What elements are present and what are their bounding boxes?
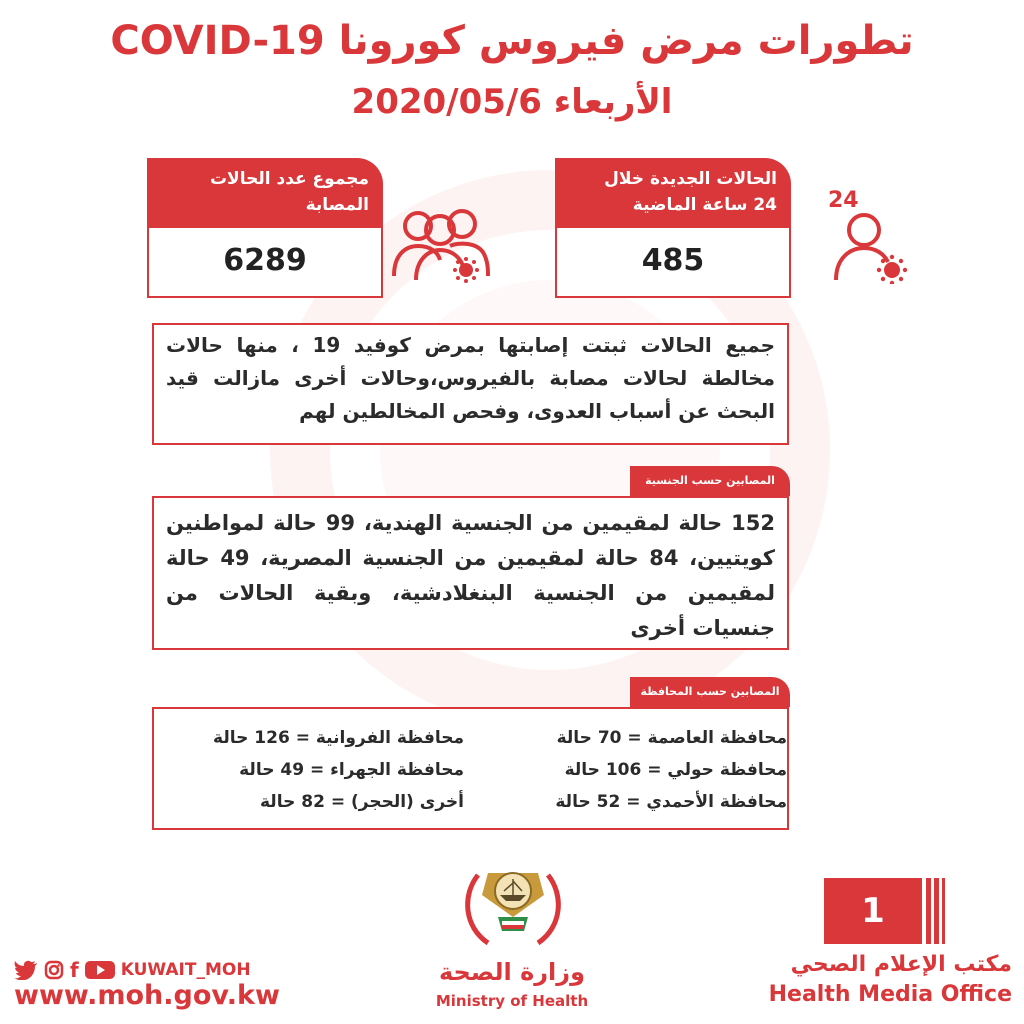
social-links xyxy=(14,958,251,982)
gov-row-3-right: محافظة الأحمدي = 52 حالة xyxy=(555,792,787,812)
gov-row-1-left: محافظة الفروانية = 126 حالة xyxy=(213,728,464,748)
total-cases-label: مجموع عدد الحالات المصابة xyxy=(147,158,383,228)
total-cases-card xyxy=(147,158,383,298)
page-number-stripe xyxy=(934,878,939,944)
person-virus-icon xyxy=(830,208,920,284)
office-name-ar: مكتب الإعلام الصحي xyxy=(790,952,1012,977)
total-cases-value: 6289 xyxy=(147,228,383,298)
instagram-icon[interactable] xyxy=(44,960,64,980)
governorate-tag: المصابين حسب المحافظة xyxy=(630,677,790,707)
youtube-icon[interactable] xyxy=(85,960,115,980)
nationality-tag: المصابين حسب الجنسية xyxy=(630,466,790,496)
website-link[interactable]: www.moh.gov.kw xyxy=(14,980,280,1011)
group-people-icon xyxy=(388,204,498,284)
page-date: الأربعاء 2020/05/6 xyxy=(351,82,673,122)
new-cases-card xyxy=(555,158,791,298)
new-cases-label: الحالات الجديدة خلال 24 ساعة الماضية xyxy=(555,158,791,228)
hours-badge: 24 xyxy=(828,188,859,213)
office-name-en: Health Media Office xyxy=(768,982,1012,1007)
ministry-name-ar: وزارة الصحة xyxy=(438,958,586,986)
new-cases-value: 485 xyxy=(555,228,791,298)
ministry-emblem xyxy=(458,855,568,955)
summary-box: جميع الحالات ثبتت إصابتها بمرض كوفيد 19 ، منها حالات مخالطة لحالات مصابة بالفيروس،وحالات أخرى مازالت قيد البحث عن أسباب العدوى، وفحص المخالطين لهم xyxy=(152,323,789,445)
gov-row-2-right: محافظة حولي = 106 حالة xyxy=(564,760,787,780)
twitter-icon[interactable] xyxy=(14,960,38,980)
social-handle[interactable]: KUWAIT_MOH xyxy=(120,960,251,980)
page-title: تطورات مرض فيروس كورونا COVID-19 xyxy=(110,18,914,64)
gov-row-3-left: أخرى (الحجر) = 82 حالة xyxy=(260,792,464,812)
page-number-stripe xyxy=(942,878,945,944)
facebook-icon[interactable]: f xyxy=(70,958,79,982)
gov-row-1-right: محافظة العاصمة = 70 حالة xyxy=(556,728,787,748)
nationality-box: 152 حالة لمقيمين من الجنسية الهندية، 99 حالة لمواطنين كويتيين، 84 حالة لمقيمين من الجنسية المصرية، 49 حالة لمقيمين من الجنسية البنغلادشية، وبقية الحالات من جنسيات أخرى xyxy=(152,496,789,650)
gov-row-2-left: محافظة الجهراء = 49 حالة xyxy=(239,760,464,780)
ministry-name-en: Ministry of Health xyxy=(435,992,589,1010)
page-number: 1 xyxy=(824,878,922,944)
page-number-stripe xyxy=(926,878,931,944)
